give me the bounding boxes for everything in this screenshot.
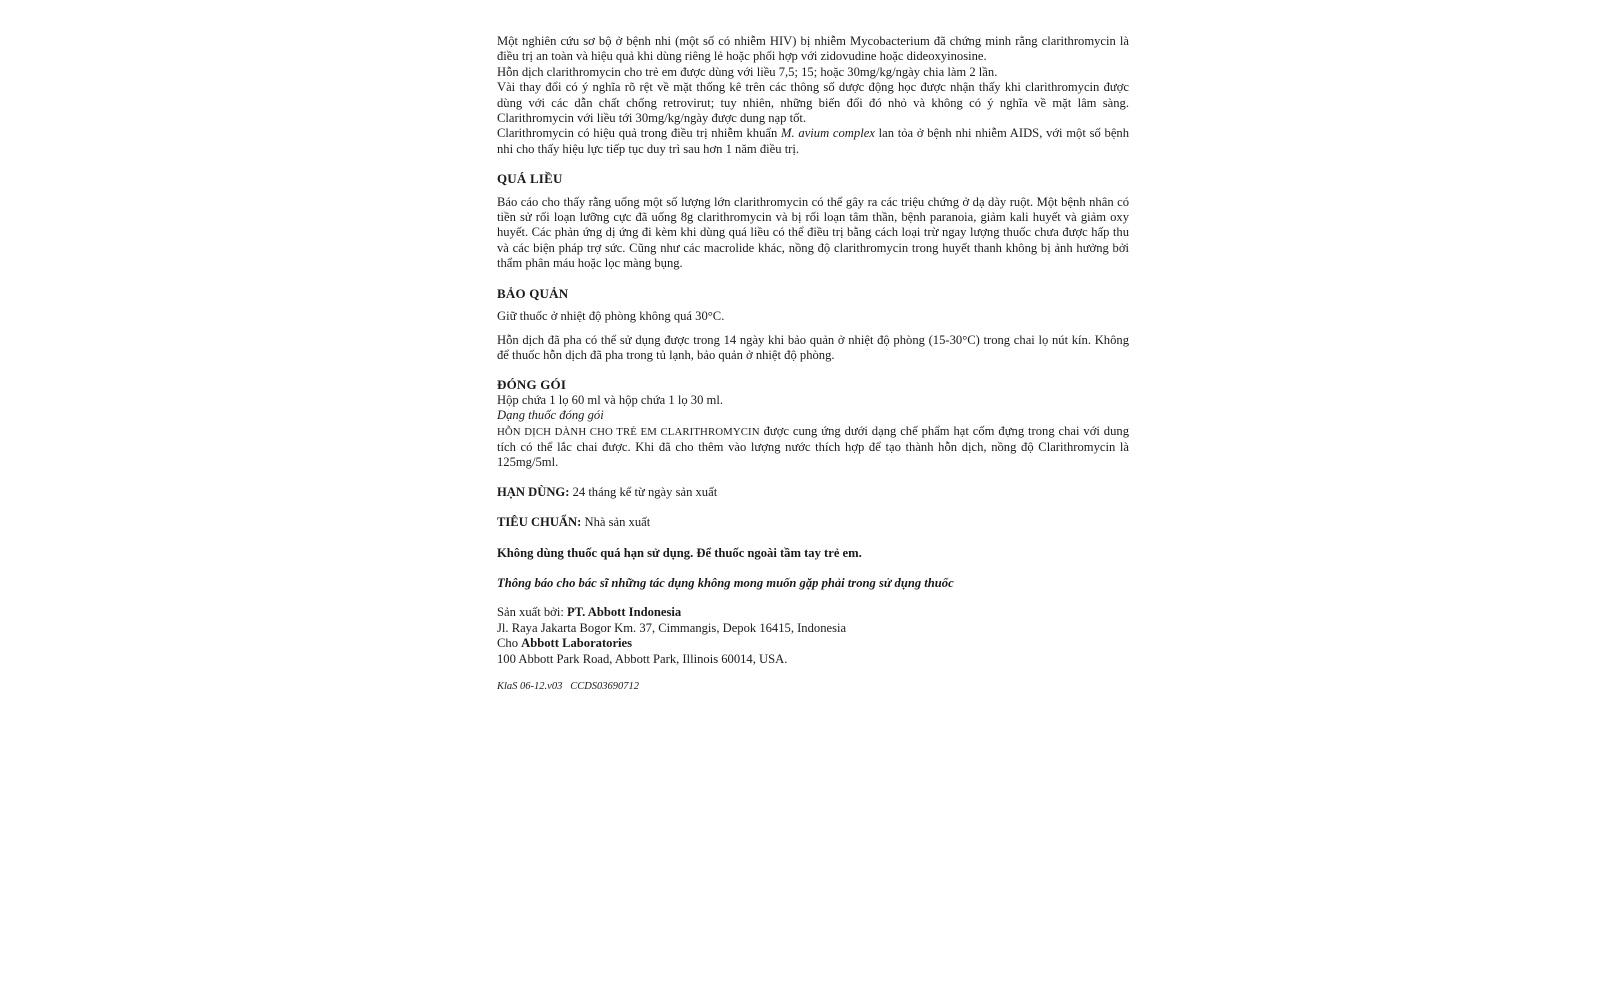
packaging-rest: được cung ứng dưới dạng chế phẩm hạt cốm đựng trong chai với dung tích có thể lắc chai được. Khi đã cho thêm vào lượng nước thích hợp để tạo thành hỗn dịch, nồng độ Clarithromycin là 125mg/5ml. [497,423,1129,470]
for-label: Cho [497,636,522,651]
shelf-life-label: HẠN DÙNG: [497,484,570,499]
for-address: 100 Abbott Park Road, Abbott Park, Illinois 60014, USA. [497,651,788,666]
intro-last-before: Clarithromycin có hiệu quả trong điều trị nhiễm khuẩn [497,126,782,141]
manufacturer-name: PT. Abbott Indonesia [566,605,682,620]
standard-value: Nhà sản xuất [581,515,651,530]
intro-paragraph-2: Hỗn dịch clarithromycin cho trẻ em được dùng với liều 7,5; 15; hoặc 30mg/kg/ngày chia làm 2 lần. [497,64,998,79]
intro-paragraph-4 [497,126,1129,157]
packaging-heading: ĐÓNG GÓI [497,377,567,393]
overdose-heading: QUÁ LIỀU [497,171,563,187]
intro-paragraph-3: Vài thay đổi có ý nghĩa rõ rệt về mặt thống kê trên các thông số dược động học được nhận thấy khi clarithromycin được dùng với các dẫn chất chống retrovirut; tuy nhiên, những biến đổi đó nhỏ và không có ý nghĩa về mặt lâm sàng. Clarithromycin với liều tới 30mg/kg/ngày được dung nạp tốt. [497,80,1129,126]
notice-text: Thông báo cho bác sĩ những tác dụng không mong muốn gặp phải trong sử dụng thuốc [497,575,954,590]
storage-line-2: Hỗn dịch đã pha có thể sử dụng được trong 14 ngày khi bảo quản ở nhiệt độ phòng (15-30°C) trong chai lọ nút kín. Không để thuốc hỗn dịch đã pha trong tủ lạnh, bảo quản ở nhiệt độ phòng. [497,332,1129,362]
storage-heading: BẢO QUẢN [497,285,569,301]
packaging-subheading: Dạng thuốc đóng gói [497,408,604,423]
shelf-life-value: 24 tháng kể từ ngày sản xuất [569,484,718,499]
document-code: KlaS 06-12.v03 CCDS03690712 [497,681,640,692]
packaging-description [497,424,1129,471]
intro-paragraph-1: Một nghiên cứu sơ bộ ở bệnh nhi (một số có nhiễm HIV) bị nhiễm Mycobacterium đã chứng minh rằng clarithromycin là điều trị an toàn và hiệu quả khi dùng riêng lẻ hoặc phối hợp với zidovudine hoặc dideoxyinosine. [497,34,1129,64]
document-body [497,34,1129,694]
standard-label: TIÊU CHUẨN: [497,515,582,530]
packaging-line-1: Hộp chứa 1 lọ 60 ml và hộp chứa 1 lọ 30 ml. [497,392,723,407]
intro-last-italic: M. avium complex [781,126,875,141]
intro-last-after: lan tỏa ở bệnh nhi nhiễm AIDS, với một số bệnh nhi cho thấy hiệu lực tiếp tục duy trì sau hơn 1 năm điều trị. [497,126,1130,156]
for-line [497,636,1129,651]
manufacturer-label: Sản xuất bởi: [497,605,567,620]
overdose-text: Báo cáo cho thấy rằng uống một số lượng lớn clarithromycin có thể gây ra các triệu chứng ở dạ dày ruột. Một bệnh nhân có tiền sử rối loạn lưỡng cực đã uống 8g clarithromycin và bị rối loạn tâm thần, bệnh paranoia, giảm kali huyết và giảm oxy huyết. Các phản ứng dị ứng đi kèm khi dùng quá liều có thể điều trị bằng cách loại trừ ngay lượng thuốc chưa được hấp thu và các biện pháp trợ sức. Cũng như các macrolide khác, nồng độ clarithromycin trong huyết thanh không bị ảnh hưởng bởi thẩm phân máu hoặc lọc màng bụng. [497,194,1129,271]
warning-text: Không dùng thuốc quá hạn sử dụng. Để thuốc ngoài tầm tay trẻ em. [497,545,862,560]
storage-line-1: Giữ thuốc ở nhiệt độ phòng không quá 30°C. [497,309,725,324]
manufacturer-line [497,605,1129,620]
shelf-life-line [497,485,1129,500]
for-name: Abbott Laboratories [521,636,633,651]
standard-line [497,515,1129,530]
packaging-caps: HỖN DỊCH DÀNH CHO TRẺ EM CLARITHROMYCIN [497,425,760,438]
manufacturer-address: Jl. Raya Jakarta Bogor Km. 37, Cimmangis, Depok 16415, Indonesia [497,620,847,635]
